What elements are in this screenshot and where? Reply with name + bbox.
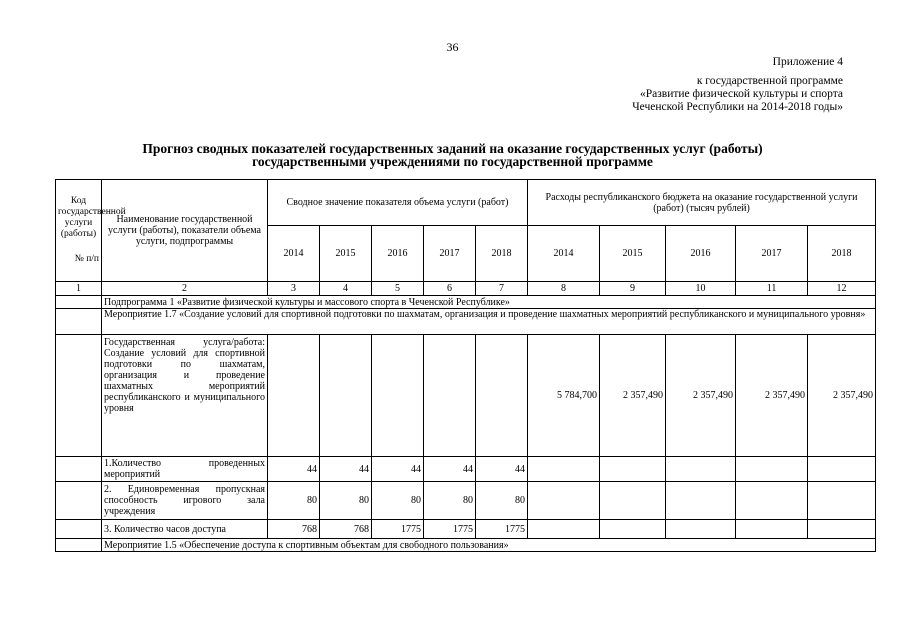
expense-cell: 2 357,490: [736, 335, 808, 457]
column-number: 1: [56, 282, 102, 296]
event-1-7-title: Мероприятие 1.7 «Создание условий для спортивной подготовки по шахматам, организация и проведение шахматных мероприятий республиканского и муниципального уровня»: [102, 309, 876, 335]
table-row: [56, 309, 876, 335]
column-number: 7: [476, 282, 528, 296]
indicator-value: 44: [372, 457, 424, 482]
column-number: 11: [736, 282, 808, 296]
appendix-title: Приложение 4: [772, 56, 843, 68]
document-title-line: государственными учреждениями по государственной программе: [252, 154, 653, 169]
header-year: 2018: [808, 226, 876, 282]
header-year: 2017: [736, 226, 808, 282]
table-row: [56, 482, 876, 520]
indicator-value: 44: [268, 457, 320, 482]
column-number: 3: [268, 282, 320, 296]
service-row: [56, 335, 876, 457]
indicator-value: 44: [476, 457, 528, 482]
table-row: [56, 539, 876, 552]
expense-cell: 2 357,490: [808, 335, 876, 457]
indicator-value: 80: [476, 482, 528, 520]
appendix-line: «Развитие физической культуры и спорта: [640, 88, 843, 100]
numbering-row: [56, 282, 876, 296]
appendix-line: Чеченской Республики на 2014-2018 годы»: [632, 101, 843, 113]
column-number: 10: [666, 282, 736, 296]
header-year: 2014: [528, 226, 600, 282]
indicator-name: 2. Единовременная пропускная способность игрового зала учреждения: [102, 482, 268, 520]
event-1-5-title: Мероприятие 1.5 «Обеспечение доступа к спортивным объектам для свободного пользования»: [102, 539, 876, 552]
header-year: 2015: [320, 226, 372, 282]
indicator-name: 3. Количество часов доступа: [102, 520, 268, 539]
indicator-name: 1.Количество проведенных мероприятий: [102, 457, 268, 482]
column-number: 9: [600, 282, 666, 296]
indicator-value: 80: [372, 482, 424, 520]
expense-cell: 5 784,700: [528, 335, 600, 457]
header-expense-group: Расходы республиканского бюджета на оказание государственной услуги (работ) (тысяч рублей): [528, 180, 876, 226]
indicator-value: 1775: [372, 520, 424, 539]
page-number: 36: [446, 40, 459, 54]
column-number: 2: [102, 282, 268, 296]
indicator-value: 768: [268, 520, 320, 539]
document-title-line: Прогноз сводных показателей государственных заданий на оказание государственных услуг (работы): [142, 141, 763, 156]
column-number: 8: [528, 282, 600, 296]
document-title: [60, 142, 845, 168]
column-number: 4: [320, 282, 372, 296]
indicator-value: 44: [320, 457, 372, 482]
indicator-value: 44: [424, 457, 476, 482]
header-code-num: № п/п: [74, 254, 99, 264]
indicator-value: 768: [320, 520, 372, 539]
indicator-value: 1775: [476, 520, 528, 539]
header-year: 2018: [476, 226, 528, 282]
indicator-value: 80: [424, 482, 476, 520]
header-year: 2017: [424, 226, 476, 282]
expense-cell: 2 357,490: [666, 335, 736, 457]
header-year: 2016: [372, 226, 424, 282]
column-number: 6: [424, 282, 476, 296]
column-number: 5: [372, 282, 424, 296]
header-year: 2015: [600, 226, 666, 282]
indicators-table: [55, 179, 876, 552]
header-year: 2016: [666, 226, 736, 282]
service-name: Государственная услуга/работа: Создание условий для спортивной подготовки по шахматам, организация и проведение шахматных мероприятий республиканского и муниципального уровня: [102, 335, 268, 457]
expense-cell: 2 357,490: [600, 335, 666, 457]
appendix-line: к государственной программе: [696, 75, 843, 87]
table-row: [56, 296, 876, 309]
header-code-label: Код государственной услуги (работы): [58, 196, 126, 239]
column-number: 12: [808, 282, 876, 296]
table-row: [56, 520, 876, 539]
header-code: [56, 180, 126, 282]
indicator-value: 1775: [424, 520, 476, 539]
indicator-value: 80: [268, 482, 320, 520]
header-year: 2014: [268, 226, 320, 282]
subprogram-title: Подпрограмма 1 «Развитие физической культуры и массового спорта в Чеченской Республике»: [102, 296, 876, 309]
table-row: [56, 457, 876, 482]
indicator-value: 80: [320, 482, 372, 520]
header-volume-group: Сводное значение показателя объема услуги (работ): [268, 180, 528, 226]
header-name: Наименование государственной услуги (работы), показатели объема услуги, подпрограммы: [102, 180, 268, 282]
appendix-block: [632, 56, 843, 114]
